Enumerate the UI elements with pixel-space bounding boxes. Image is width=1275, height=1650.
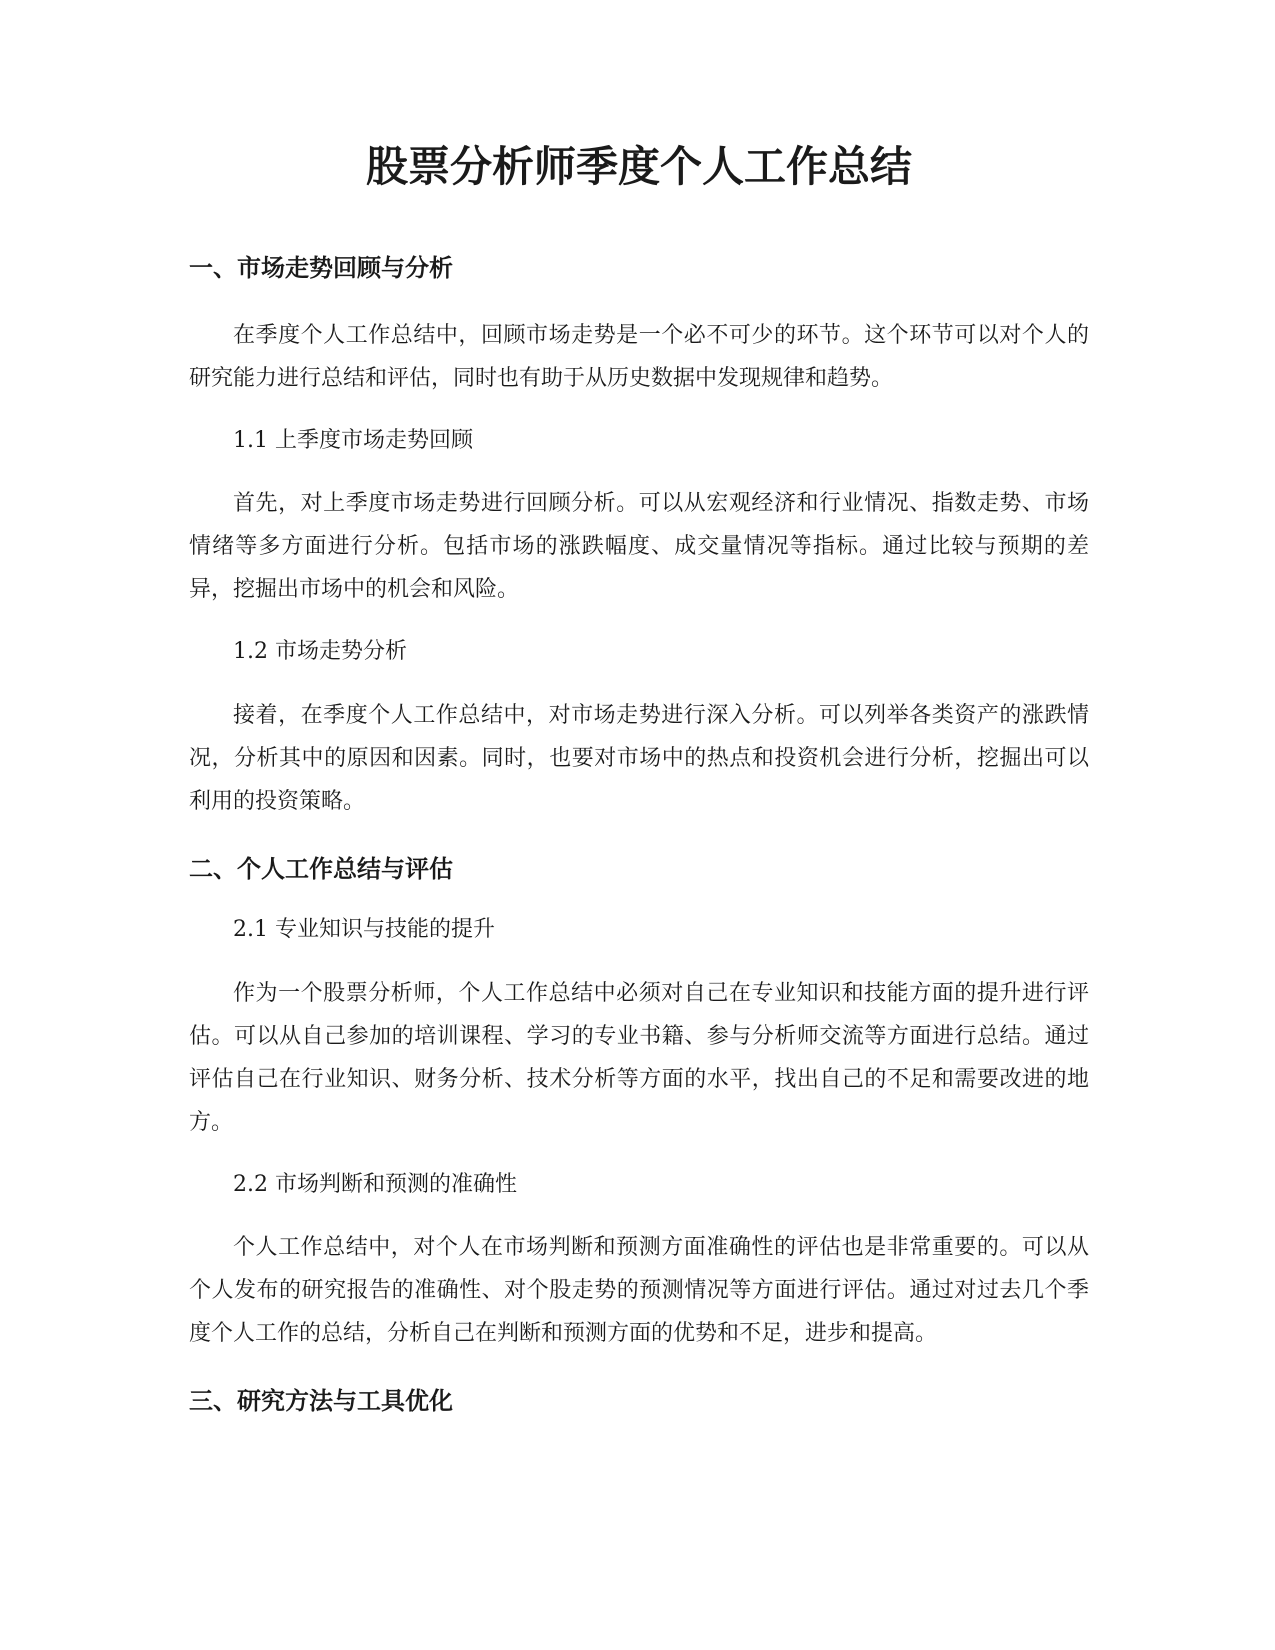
- subsection-heading-2-2: 2.2 市场判断和预测的准确性: [233, 1171, 517, 1197]
- subsection-1-2-body: 接着，在季度个人工作总结中，对市场走势进行深入分析。可以列举各类资产的涨跌情况，分析其中的原因和因素。同时，也要对市场中的热点和投资机会进行分析，挖掘出可以利用的投资策略。: [189, 703, 1089, 815]
- document-page: [189, 140, 1089, 1419]
- subsection-heading-1-2: 1.2 市场走势分析: [233, 639, 407, 665]
- section-1-intro: 在季度个人工作总结中，回顾市场走势是一个必不可少的环节。这个环节可以对个人的研究能力进行总结和评估，同时也有助于从历史数据中发现规律和趋势。: [189, 322, 1089, 391]
- document-title: 股票分析师季度个人工作总结: [365, 142, 912, 191]
- subsection-2-2-body: 个人工作总结中，对个人在市场判断和预测方面准确性的评估也是非常重要的。可以从个人发布的研究报告的准确性、对个股走势的预测情况等方面进行评估。通过对过去几个季度个人工作的总结，分析自己在判断和预测方面的优势和不足，进步和提高。: [189, 1235, 1089, 1347]
- subsection-2-1-body: 作为一个股票分析师，个人工作总结中必须对自己在专业知识和技能方面的提升进行评估。可以从自己参加的培训课程、学习的专业书籍、参与分析师交流等方面进行总结。通过评估自己在行业知识、财务分析、技术分析等方面的水平，找出自己的不足和需要改进的地方。: [189, 980, 1089, 1135]
- section-heading-1: 一、市场走势回顾与分析: [189, 254, 453, 282]
- subsection-1-1-body: 首先，对上季度市场走势进行回顾分析。可以从宏观经济和行业情况、指数走势、市场情绪等多方面进行分析。包括市场的涨跌幅度、成交量情况等指标。通过比较与预期的差异，挖掘出市场中的机会和风险。: [189, 491, 1089, 603]
- section-heading-2: 二、个人工作总结与评估: [189, 855, 453, 884]
- subsection-heading-1-1: 1.1 上季度市场走势回顾: [233, 427, 473, 453]
- subsection-heading-2-1: 2.1 专业知识与技能的提升: [233, 916, 495, 942]
- section-heading-3: 三、研究方法与工具优化: [189, 1387, 453, 1416]
